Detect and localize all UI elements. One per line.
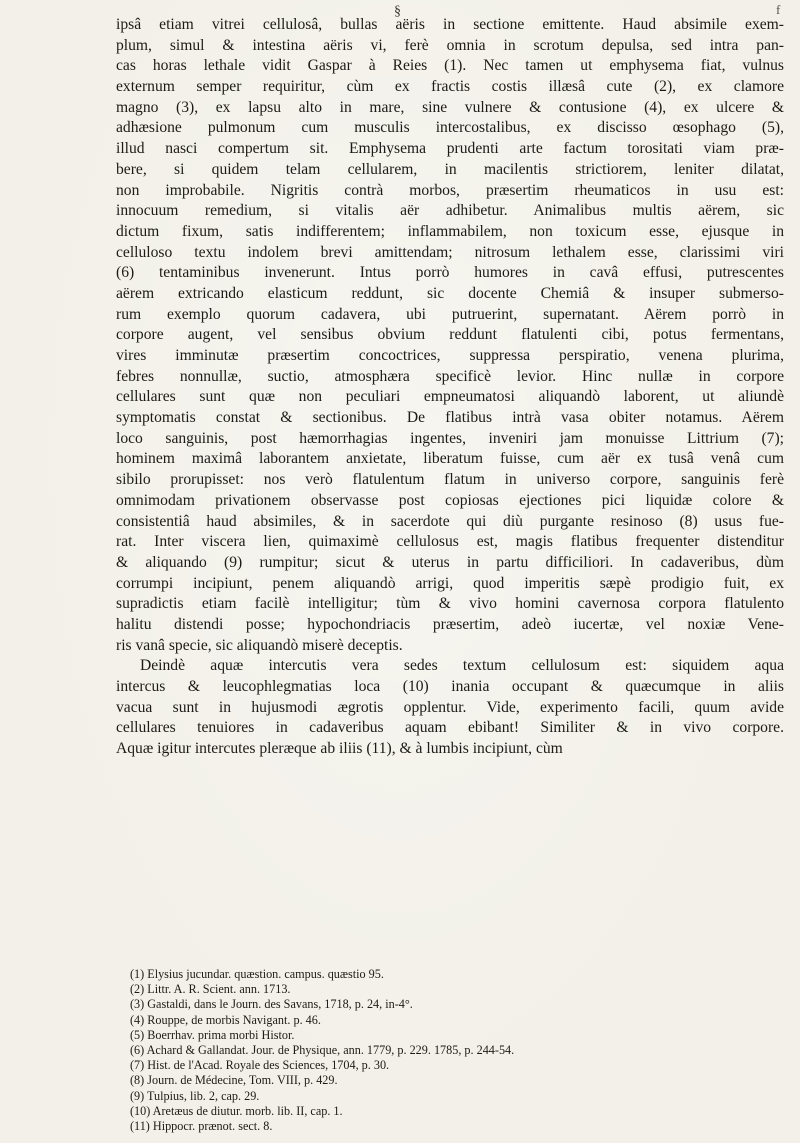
text-line: omnimodam privationem observasse post copiosas ejectiones pici liquidæ colore & [116,491,784,509]
text-line: non improbabile. Nigritis contrà morbos, præsertim rheumaticos in usu est: [116,181,784,199]
text-line: bere, si quidem telam cellularem, in macilentis strictiorem, leniter dilatat, [116,160,784,178]
text-line: febres nonnullæ, suctio, atmosphæra specificè levior. Hinc nullæ in corpore [116,367,784,385]
footnote: (5) Boerrhav. prima morbi Histor. [130,1027,295,1042]
text-line: rat. Inter viscera lien, quimaximè cellulosus est, magis flatibus frequenter distenditur [116,533,784,551]
text-line: ipsâ etiam vitrei cellulosâ, bullas aëris in sectione emittente. Haud absimile exem- [116,16,784,33]
text-line: loco sanguinis, post hæmorrhagias ingentes, inveniri jam monuisse Littrium (7); [116,429,784,447]
text-line: aërem extricando elasticum reddunt, sic docente Chemiâ & insuper submerso- [116,284,784,302]
text-line: (6) tentaminibus invenerunt. Intus porrò humores in cavâ effusi, putrescentes [116,264,784,282]
text-line: celluloso textu indolem brevi amittendam; nitrosum lethalem esse, clarissimi viri [116,243,784,261]
footnote: (2) Littr. A. R. Scient. ann. 1713. [130,982,291,997]
text-line: & aliquando (9) rumpitur; sicut & uterus in partu difficiliori. In cadaveribus, dùm [116,553,784,571]
text-line: cellulares sunt quæ non peculiari empneumatosi aliquandò laborent, ut aliundè [116,388,784,406]
footnotes [130,967,770,1134]
footnote: (8) Journ. de Médecine, Tom. VIII, p. 429. [130,1073,338,1088]
text-line: cellulares tenuiores in cadaveribus aquam ebibant! Similiter & in vivo corpore. [116,719,784,737]
text-line: symptomatis constat & sectionibus. De flatibus intrà vasa obiter notamus. Aërem [116,409,784,427]
text-line: vires imminutæ præsertim concoctrices, suppressa perspiratio, venena plurima, [116,347,784,364]
text-line: sibilo prorupisset: nos verò flatulentum flatum in universo corpore, sanguinis ferè [116,471,784,489]
text-line: rum exemplo quorum cadavera, ubi putruerint, supernatant. Aërem porrò in [116,305,784,323]
footnote: (7) Hist. de l'Acad. Royale des Sciences, 1704, p. 30. [130,1058,390,1073]
footnote: (3) Gastaldi, dans le Journ. des Savans, 1718, p. 24, in-4°. [130,997,413,1012]
text-line: supradictis etiam facilè intelligitur; tùm & vivo homini cavernosa corpora flatulento [116,595,784,613]
text-line: vacua sunt in hujusmodi ægrotis opplentur. Vide, experimento facili, quum avide [116,698,784,716]
footnote: (10) Aretæus de diutur. morb. lib. II, cap. 1. [130,1103,343,1118]
text-line: externum semper requiritur, cùm ex fractis costis illæsâ cute (2), ex clamore [116,78,784,96]
text-line: Deindè aquæ intercutis vera sedes textum cellulosum est: siquidem aqua [140,657,784,675]
text-line: ris vanâ specie, sic aliquandò miserè deceptis. [116,636,403,654]
main-text-block [116,15,784,760]
text-line: illud nasci compertum sit. Emphysema prudenti arte factum torositati viam præ- [116,140,784,158]
text-line: cas horas lethale vidit Gaspar à Reies (1). Nec tamen ut emphysema fiat, vulnus [116,57,784,75]
footnote: (11) Hippocr. prænot. sect. 8. [130,1118,273,1133]
text-line: consistentiâ haud absimiles, & in sacerdote qui diù purgante resinoso (8) usus fue- [116,512,784,530]
footnote: (4) Rouppe, de morbis Navigant. p. 46. [130,1012,321,1027]
footnote: (1) Elysius jucundar. quæstion. campus. quæstio 95. [130,967,384,981]
corner-mark: f [776,2,781,17]
text-line: hominem maximâ laborantem anxietate, liberatum fuisse, cum aër ex tusâ venâ cum [116,450,784,468]
footnote: (6) Achard & Gallandat. Jour. de Physique, ann. 1779, p. 229. 1785, p. 244-54. [130,1042,515,1057]
text-line: magno (3), ex lapsu alto in mare, sine vulnere & contusione (4), ex ulcere & [116,98,784,116]
text-line: innocuum remedium, si vitalis aër adhibetur. Animalibus multis aërem, sic [116,202,784,220]
text-line: corpore augent, vel sensibus obvium reddunt flatulenti cibi, potus fermentans, [116,326,784,344]
text-line: halitu distendi posse; hypochondriacis præsertim, adeò iucertæ, vel noxiæ Vene- [116,615,784,633]
text-line: adhæsione pulmonum cum musculis intercostalibus, ex discisso œsophago (5), [116,119,784,137]
text-line: dictum fixum, satis indifferentem; inflammabilem, non toxicum esse, ejusque in [116,222,784,240]
signature-mark: § [394,4,401,19]
text-line: Aquæ igitur intercutes pleræque ab iliis (11), & à lumbis incipiunt, cùm [116,740,563,758]
text-line: corrumpi incipiunt, penem aliquandò arrigi, quod imperitis sæpè prodigio fuit, ex [116,574,784,592]
text-line: plum, simul & intestina aëris vi, ferè omnia in scrotum depulsa, sed intra pan- [116,36,784,54]
text-line: intercus & leucophlegmatias loca (10) inania occupant & quæcumque in aliis [116,678,784,695]
footnote: (9) Tulpius, lib. 2, cap. 29. [130,1088,260,1103]
